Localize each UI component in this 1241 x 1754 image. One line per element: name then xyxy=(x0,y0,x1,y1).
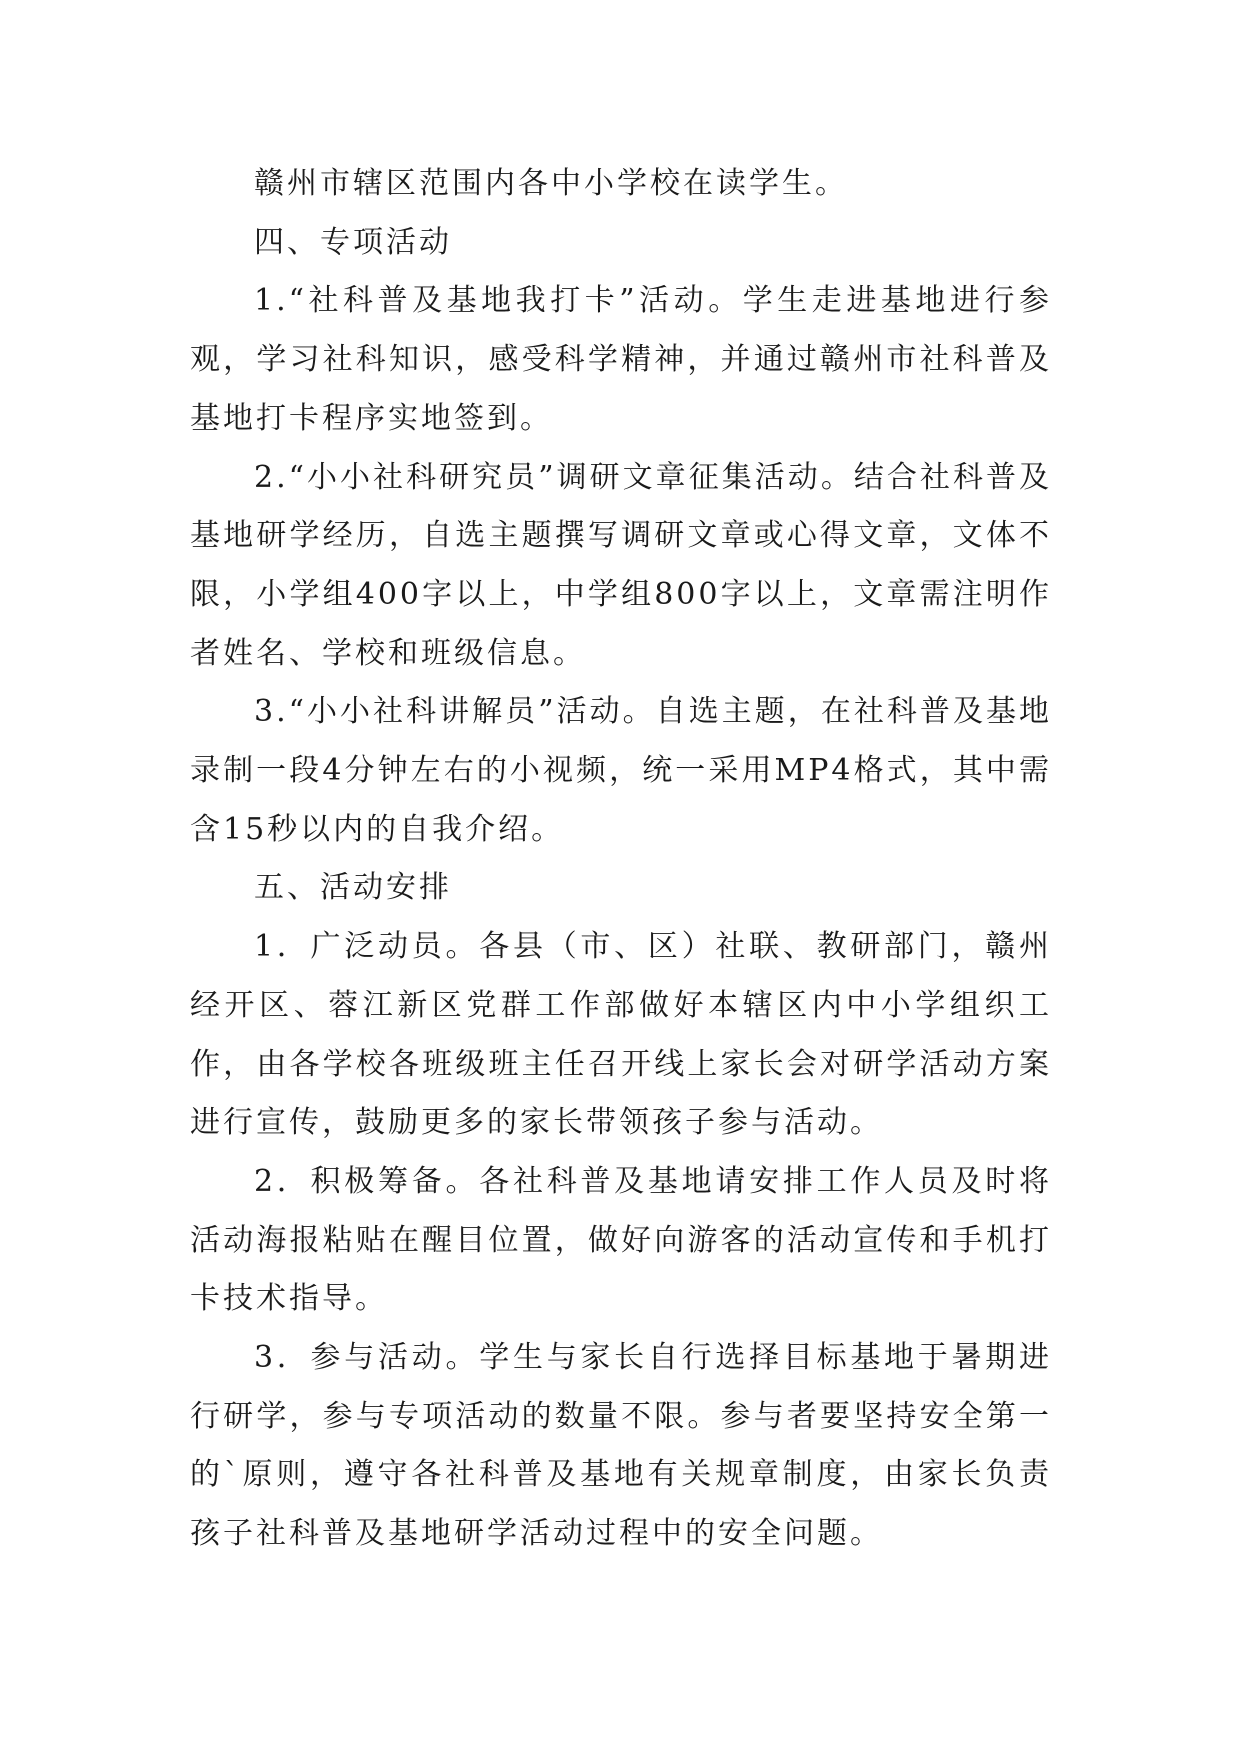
document-body xyxy=(190,155,1052,1564)
paragraph-mobilization: 1．广泛动员。各县（市、区）社联、教研部门，赣州经开区、蓉江新区党群工作部做好本辖区内中小学组织工作，由各学校各班级班主任召开线上家长会对研学活动方案进行宣传，鼓励更多的家长带领孩子参与活动。 xyxy=(190,929,1052,1141)
paragraph-participation: 3．参与活动。学生与家长自行选择目标基地于暑期进行研学，参与专项活动的数量不限。参与者要坚持安全第一的`原则，遵守各社科普及基地有关规章制度，由家长负责孩子社科普及基地研学活动过程中的安全问题。 xyxy=(190,1340,1052,1552)
paragraph-preparation: 2．积极筹备。各社科普及基地请安排工作人员及时将活动海报粘贴在醒目位置，做好向游客的活动宣传和手机打卡技术指导。 xyxy=(190,1163,1052,1317)
heading-activity-arrangement: 五、活动安排 xyxy=(254,870,452,906)
paragraph-activity-narrator: 3.“小小社科讲解员”活动。自选主题，在社科普及基地录制一段4分钟左右的小视频，统一采用MP4格式，其中需含15秒以内的自我介绍。 xyxy=(190,694,1052,847)
paragraph-activity-checkin: 1.“社科普及基地我打卡”活动。学生走进基地进行参观，学习社科知识，感受科学精神，并通过赣州市社科普及基地打卡程序实地签到。 xyxy=(190,283,1052,436)
heading-special-activities: 四、专项活动 xyxy=(254,224,452,260)
paragraph-activity-researcher: 2.“小小社科研究员”调研文章征集活动。结合社科普及基地研学经历，自选主题撰写调研文章或心得文章，文体不限，小学组400字以上，中学组800字以上，文章需注明作者姓名、学校和班级信息。 xyxy=(190,459,1052,671)
paragraph-eligible-students: 赣州市辖区范围内各中小学校在读学生。 xyxy=(254,166,848,201)
